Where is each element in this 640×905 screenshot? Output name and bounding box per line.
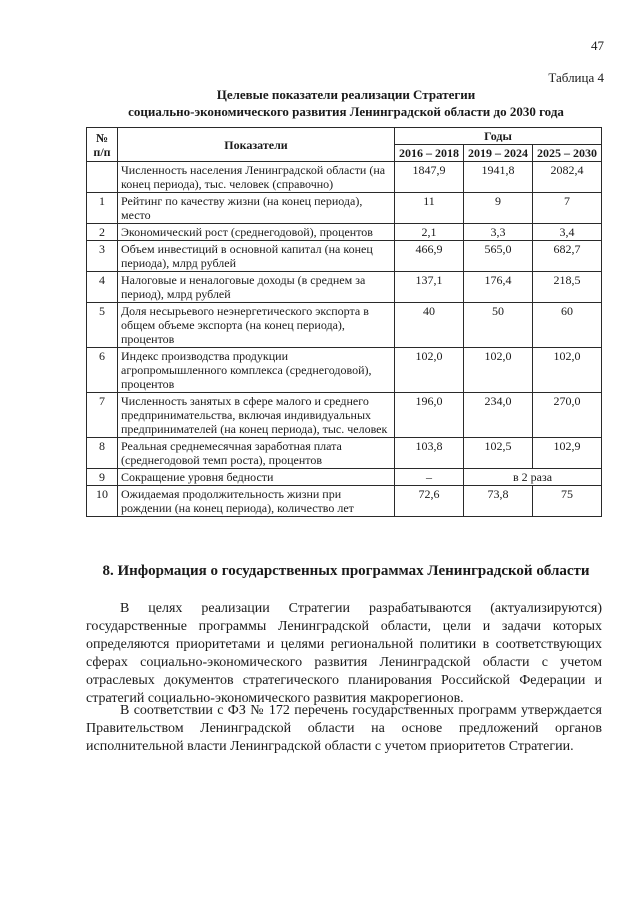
- row-value: –: [395, 469, 464, 486]
- row-num: 10: [87, 486, 118, 517]
- row-value: 565,0: [464, 241, 533, 272]
- row-value: 682,7: [533, 241, 602, 272]
- table-title: [86, 86, 606, 120]
- body-paragraph-1: В целях реализации Стратегии разрабатываются (актуализируются) государственные программы Ленинградской области, цели и задачи которых определяются приоритетами и целями региональной политики в соответствующих сферах социально-экономического развития Ленинградской области с учетом отраслевых документов стратегического планирования Российской Федерации и стратегий социально-экономического развития макрорегионов.: [86, 601, 602, 706]
- row-value: 102,0: [464, 348, 533, 393]
- table-title-line2: социально-экономического развития Ленинградской области до 2030 года: [128, 104, 564, 119]
- row-value: 1847,9: [395, 162, 464, 193]
- row-value: 102,9: [533, 438, 602, 469]
- header-name: Показатели: [118, 128, 395, 162]
- table-row: [87, 224, 602, 241]
- row-value: 2,1: [395, 224, 464, 241]
- row-value-merged: в 2 раза: [464, 469, 602, 486]
- row-name: Реальная среднемесячная заработная плата (среднегодовой темп роста), процентов: [118, 438, 395, 469]
- row-name: Численность населения Ленинградской области (на конец периода), тыс. человек (справочно): [118, 162, 395, 193]
- row-value: 2082,4: [533, 162, 602, 193]
- row-num: 9: [87, 469, 118, 486]
- row-value: 3,3: [464, 224, 533, 241]
- table-label: Таблица 4: [548, 70, 604, 85]
- row-name: Сокращение уровня бедности: [118, 469, 395, 486]
- header-period-1: 2016 – 2018: [395, 145, 464, 162]
- table-row: [87, 162, 602, 193]
- row-value: 102,0: [533, 348, 602, 393]
- table-row: [87, 193, 602, 224]
- header-num: № п/п: [87, 128, 118, 162]
- row-num: 2: [87, 224, 118, 241]
- row-name: Налоговые и неналоговые доходы (в среднем за период), млрд рублей: [118, 272, 395, 303]
- table-row: [87, 272, 602, 303]
- row-name: Ожидаемая продолжительность жизни при рождении (на конец периода), количество лет: [118, 486, 395, 517]
- row-value: 72,6: [395, 486, 464, 517]
- page-number: 47: [591, 38, 604, 53]
- row-num: 5: [87, 303, 118, 348]
- table-row: [87, 241, 602, 272]
- row-value: 11: [395, 193, 464, 224]
- row-num: 3: [87, 241, 118, 272]
- row-num: 8: [87, 438, 118, 469]
- row-num: 4: [87, 272, 118, 303]
- table-row: [87, 469, 602, 486]
- row-num: 6: [87, 348, 118, 393]
- row-value: 176,4: [464, 272, 533, 303]
- table-header-row: [87, 128, 602, 145]
- row-value: 60: [533, 303, 602, 348]
- table-row: [87, 348, 602, 393]
- row-value: 103,8: [395, 438, 464, 469]
- row-value: 73,8: [464, 486, 533, 517]
- row-value: 102,0: [395, 348, 464, 393]
- header-years: Годы: [395, 128, 602, 145]
- row-value: 50: [464, 303, 533, 348]
- table-row: [87, 486, 602, 517]
- table-row: [87, 438, 602, 469]
- header-period-2: 2019 – 2024: [464, 145, 533, 162]
- body-paragraph-2: В соответствии с ФЗ № 172 перечень государственных программ утверждается Правительством Ленинградской области на основе предложений органов исполнительной власти Ленинградской области с учетом приоритетов Стратегии.: [86, 703, 602, 754]
- header-period-3: 2025 – 2030: [533, 145, 602, 162]
- row-name: Рейтинг по качеству жизни (на конец периода), место: [118, 193, 395, 224]
- row-name: Экономический рост (среднегодовой), процентов: [118, 224, 395, 241]
- row-num: 1: [87, 193, 118, 224]
- row-num: [87, 162, 118, 193]
- row-name: Численность занятых в сфере малого и среднего предпринимательства, включая индивидуальных предпринимателей (на конец периода), тыс. человек: [118, 393, 395, 438]
- row-name: Доля несырьевого неэнергетического экспорта в общем объеме экспорта (на конец периода), процентов: [118, 303, 395, 348]
- indicators-table: [86, 127, 602, 517]
- row-value: 137,1: [395, 272, 464, 303]
- row-name: Индекс производства продукции агропромышленного комплекса (среднегодовой), процентов: [118, 348, 395, 393]
- row-value: 270,0: [533, 393, 602, 438]
- row-value: 9: [464, 193, 533, 224]
- row-name: Объем инвестиций в основной капитал (на конец периода), млрд рублей: [118, 241, 395, 272]
- row-num: 7: [87, 393, 118, 438]
- row-value: 7: [533, 193, 602, 224]
- row-value: 234,0: [464, 393, 533, 438]
- section-heading: 8. Информация о государственных программах Ленинградской области: [102, 563, 590, 579]
- row-value: 40: [395, 303, 464, 348]
- row-value: 3,4: [533, 224, 602, 241]
- table-row: [87, 303, 602, 348]
- row-value: 102,5: [464, 438, 533, 469]
- row-value: 218,5: [533, 272, 602, 303]
- table-row: [87, 393, 602, 438]
- row-value: 466,9: [395, 241, 464, 272]
- row-value: 75: [533, 486, 602, 517]
- row-value: 1941,8: [464, 162, 533, 193]
- table-title-line1: Целевые показатели реализации Стратегии: [216, 87, 476, 102]
- row-value: 196,0: [395, 393, 464, 438]
